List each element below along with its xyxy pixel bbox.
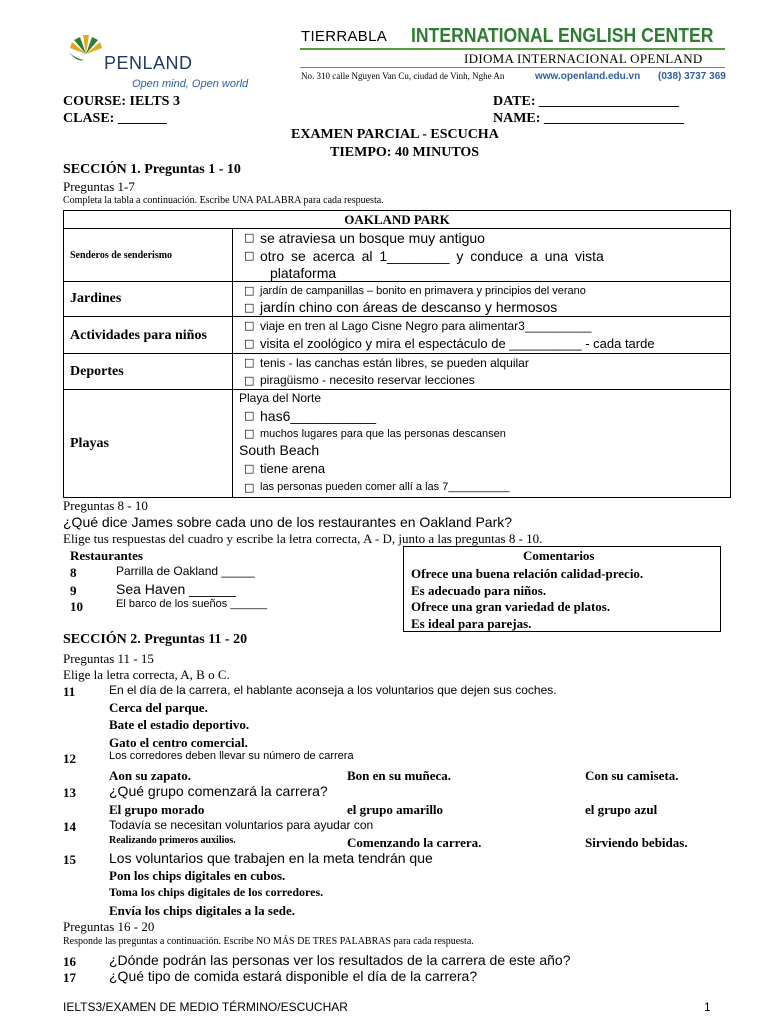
beach-name: Playa del Norte bbox=[239, 390, 322, 405]
center-phone: (038) 3737 369 bbox=[658, 71, 726, 82]
partner-name: TIERRABLA bbox=[301, 28, 388, 45]
option-a: Realizando primeros auxilios. bbox=[109, 835, 236, 846]
comment-item: Es ideal para parejas. bbox=[411, 616, 532, 631]
table-row bbox=[64, 354, 731, 390]
row-label: Playas bbox=[64, 390, 233, 498]
question-number: 15 bbox=[63, 852, 76, 867]
bullet-icon: □ bbox=[244, 480, 255, 494]
section2-heading: SECCIÓN 2. Preguntas 11 - 20 bbox=[63, 632, 248, 647]
option-a: Cerca del parque. bbox=[109, 700, 208, 715]
option-a: Aon su zapato. bbox=[109, 768, 191, 783]
bullet-icon: □ bbox=[244, 461, 255, 475]
question-number: 8 bbox=[70, 565, 77, 580]
table-row bbox=[64, 282, 731, 317]
comment-item: Es adecuado para niños. bbox=[411, 583, 547, 598]
exam-time: TIEMPO: 40 MINUTOS bbox=[330, 145, 480, 160]
clase-label: CLASE: _______ bbox=[63, 111, 167, 126]
comment-item: Ofrece una gran variedad de platos. bbox=[411, 599, 611, 614]
option-b: Bon en su muñeca. bbox=[347, 768, 452, 783]
section1-instruction: Completa la tabla a continuación. Escribe UNA PALABRA para cada respuesta. bbox=[63, 195, 384, 206]
oakland-park-table bbox=[63, 210, 731, 498]
logo-name: PENLAND bbox=[104, 53, 193, 73]
option-c: el grupo azul bbox=[585, 802, 658, 817]
list-item: □ muchos lugares para que las personas descansen bbox=[244, 426, 506, 440]
center-subtitle: IDIOMA INTERNACIONAL OPENLAND bbox=[464, 51, 703, 66]
sunflower-emblem-icon bbox=[66, 30, 106, 70]
option-c: Con su camiseta. bbox=[585, 768, 679, 783]
bullet-icon: □ bbox=[244, 408, 255, 422]
question-text: ¿Qué grupo comenzará la carrera? bbox=[109, 783, 328, 799]
list-item: □ visita el zoológico y mira el espectáculo de __________ - cada tarde bbox=[244, 336, 655, 351]
question-text: ¿Qué tipo de comida estará disponible el día de la carrera? bbox=[109, 968, 478, 984]
center-address: No. 310 calle Nguyen Van Cu, ciudad de Vinh, Nghe An bbox=[301, 71, 505, 81]
bullet-icon: □ bbox=[244, 319, 255, 332]
list-item: □ otro se acerca al 1________ y conduce a una vista bbox=[244, 248, 604, 264]
option-b: el grupo amarillo bbox=[347, 802, 444, 817]
name-field: NAME: ____________________ bbox=[493, 111, 684, 126]
course-label: COURSE: IELTS 3 bbox=[63, 94, 180, 109]
question-text: Los corredores deben llevar su número de carrera bbox=[109, 750, 354, 762]
section2-instruction: Elige la letra correcta, A, B o C. bbox=[63, 667, 230, 682]
center-website: www.openland.edu.vn bbox=[535, 71, 641, 82]
bullet-icon: □ bbox=[244, 300, 255, 314]
restaurants-heading: Restaurantes bbox=[70, 548, 143, 563]
question-text: ¿Dónde podrán las personas ver los resultados de la carrera de este año? bbox=[109, 952, 571, 968]
option-b: Toma los chips digitales de los corredores. bbox=[109, 885, 324, 899]
list-item: □ se atraviesa un bosque muy antiguo bbox=[244, 230, 485, 246]
list-item: □ viaje en tren al Lago Cisne Negro para alimentar3__________ bbox=[244, 319, 592, 333]
list-item-cont: plataforma bbox=[270, 265, 337, 281]
q16-20-instruction: Responde las preguntas a continuación. Escribe NO MÁS DE TRES PALABRAS para cada respuesta. bbox=[63, 936, 474, 947]
table-row bbox=[64, 390, 731, 498]
header-divider-thin bbox=[300, 67, 725, 68]
logo-slogan: Open mind, Open world bbox=[132, 78, 249, 90]
bullet-icon: □ bbox=[244, 231, 255, 244]
option-c: Envía los chips digitales a la sede. bbox=[109, 903, 295, 918]
page-number: 1 bbox=[704, 1000, 711, 1014]
comments-heading: Comentarios bbox=[523, 548, 595, 563]
list-item: □ tenis - las canchas están libres, se pueden alquilar bbox=[244, 356, 529, 370]
row-label: Deportes bbox=[64, 354, 233, 390]
question-text: Parrilla de Oakland _____ bbox=[116, 564, 255, 578]
table-title: OAKLAND PARK bbox=[64, 211, 731, 229]
question-text: Los voluntarios que trabajen en la meta tendrán que bbox=[109, 850, 433, 866]
row-label: Actividades para niños bbox=[64, 317, 233, 354]
row-label: Senderos de senderismo bbox=[64, 229, 233, 282]
bullet-icon: □ bbox=[244, 249, 255, 262]
section1-heading: SECCIÓN 1. Preguntas 1 - 10 bbox=[63, 162, 241, 177]
list-item: □ piragüismo - necesito reservar lecciones bbox=[244, 373, 475, 387]
list-item: □ has6___________ bbox=[244, 407, 377, 424]
list-item: □ las personas pueden comer allí a las 7__________ bbox=[239, 478, 730, 497]
list-item: □ jardín de campanillas – bonito en primavera y principios del verano bbox=[244, 283, 586, 297]
table-row bbox=[64, 317, 731, 354]
comment-item: Ofrece una buena relación calidad-precio. bbox=[411, 566, 644, 581]
table-row bbox=[64, 229, 731, 282]
bullet-icon: □ bbox=[244, 426, 255, 440]
q8-10-sub: Preguntas 8 - 10 bbox=[63, 498, 148, 513]
bullet-icon: □ bbox=[244, 283, 255, 297]
center-name: INTERNATIONAL ENGLISH CENTER bbox=[411, 25, 714, 47]
option-b: Bate el estadio deportivo. bbox=[109, 717, 250, 732]
question-number: 14 bbox=[63, 819, 76, 834]
question-number: 11 bbox=[63, 684, 76, 699]
footer-text: IELTS3/EXAMEN DE MEDIO TÉRMINO/ESCUCHAR bbox=[63, 1000, 348, 1014]
question-number: 10 bbox=[70, 599, 83, 614]
question-text: Sea Haven ______ bbox=[116, 581, 236, 597]
question-number: 9 bbox=[70, 583, 77, 598]
bullet-icon: □ bbox=[244, 374, 255, 387]
option-c: Sirviendo bebidas. bbox=[585, 835, 688, 850]
bullet-icon: □ bbox=[244, 356, 255, 369]
beach-name: South Beach bbox=[239, 441, 320, 458]
option-a: Pon los chips digitales en cubos. bbox=[109, 868, 286, 883]
question-number: 16 bbox=[63, 954, 76, 969]
option-b: Comenzando la carrera. bbox=[347, 835, 482, 850]
row-label: Jardines bbox=[64, 282, 233, 317]
date-field: DATE: ____________________ bbox=[493, 94, 680, 109]
option-a: El grupo morado bbox=[109, 802, 205, 817]
q8-10-question: ¿Qué dice James sobre cada uno de los restaurantes en Oakland Park? bbox=[63, 514, 513, 530]
q16-20-sub: Preguntas 16 - 20 bbox=[63, 919, 155, 934]
header-divider bbox=[300, 48, 725, 50]
question-number: 17 bbox=[63, 970, 76, 985]
question-number: 12 bbox=[63, 751, 76, 766]
bullet-icon: □ bbox=[244, 337, 255, 350]
option-c: Gato el centro comercial. bbox=[109, 735, 248, 750]
section1-sub: Preguntas 1-7 bbox=[63, 179, 135, 194]
question-number: 13 bbox=[63, 785, 76, 800]
exam-title: EXAMEN PARCIAL - ESCUCHA bbox=[291, 127, 499, 142]
section2-sub: Preguntas 11 - 15 bbox=[63, 651, 154, 666]
comments-box bbox=[403, 546, 721, 632]
q8-10-instruction: Elige tus respuestas del cuadro y escribe la letra correcta, A - D, junto a las preguntas 8 - 10. bbox=[63, 531, 543, 546]
question-text: En el día de la carrera, el hablante aconseja a los voluntarios que dejen sus coches. bbox=[109, 683, 557, 697]
question-text: Todavía se necesitan voluntarios para ayudar con bbox=[109, 818, 374, 832]
question-text: El barco de los sueños ______ bbox=[116, 598, 268, 610]
list-item: □ tiene arena bbox=[244, 460, 326, 476]
list-item: □ jardín chino con áreas de descanso y hermosos bbox=[244, 298, 558, 315]
